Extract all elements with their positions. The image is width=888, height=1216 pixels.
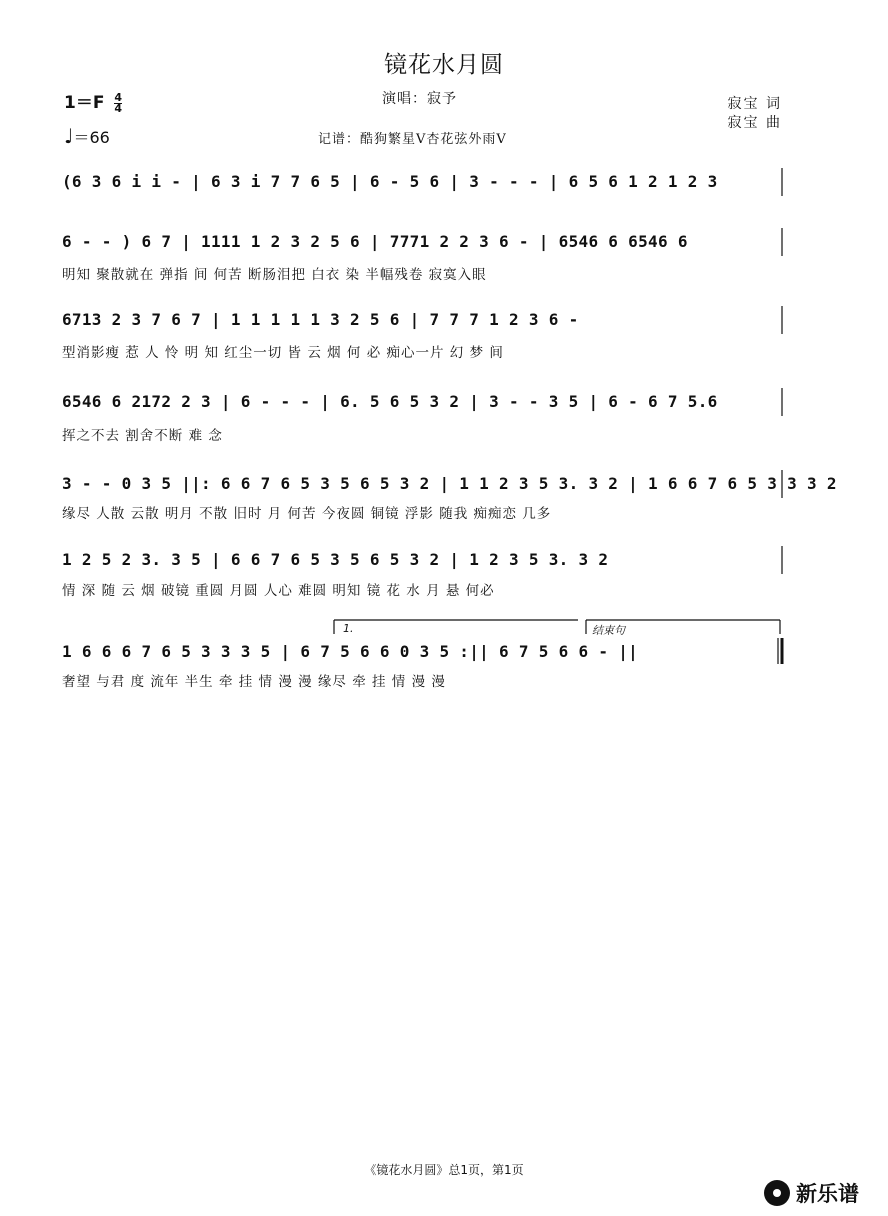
quarter-note-icon: ♩ xyxy=(64,124,74,148)
time-signature xyxy=(114,90,123,115)
volta-ending-label: 结束句 xyxy=(592,624,625,637)
composer-credit: 寂宝 曲 xyxy=(727,115,782,131)
system-4-lyrics: 挥之不去 割舍不断 难 念 xyxy=(62,428,223,444)
lyricist-credit: 寂宝 词 xyxy=(727,96,782,112)
system-3-lyrics: 型消影瘦 惹 人 怜 明 知 红尘一切 皆 云 烟 何 必 痴心一片 幻 梦 间 xyxy=(62,345,504,361)
site-logo xyxy=(764,1178,859,1208)
system-3-notes: 6713 2 3 7 6 7 | 1 1 1 1 1 3 2 5 6 | 7 7 7 1 2 3 6 - xyxy=(62,310,579,329)
system-6-lyrics: 情 深 随 云 烟 破镜 重圆 月圆 人心 难圆 明知 镜 花 水 月 悬 何必 xyxy=(62,583,495,599)
system-5-notes: 3 - - 0 3 5 ||: 6 6 7 6 5 3 5 6 5 3 2 | 1 1 2 3 5 3. 3 2 | 1 6 6 7 6 5 3 3 3 2 xyxy=(62,474,837,493)
system-2-notes: 6 - - ) 6 7 | 1111 1 2 3 2 5 6 | 7771 2 2 3 6 - | 6546 6 6546 6 xyxy=(62,232,688,251)
time-top: 4 xyxy=(114,90,123,104)
key-label: 1＝F xyxy=(64,93,105,113)
tempo-marking xyxy=(64,124,110,148)
system-6-notes: 1 2 5 2 3. 3 5 | 6 6 7 6 5 3 5 6 5 3 2 | 1 2 3 5 3. 3 2 xyxy=(62,550,609,569)
disc-icon xyxy=(764,1180,790,1206)
system-7-notes: 1 6 6 6 7 6 5 3 3 3 5 | 6 7 5 6 6 0 3 5 :|| 6 7 5 6 6 - || xyxy=(62,642,639,661)
system-2-lyrics: 明知 聚散就在 弹指 间 何苦 断肠泪把 白衣 染 半幅残卷 寂寞入眼 xyxy=(62,267,487,283)
system-4-notes: 6546 6 2172 2 3 | 6 - - - | 6. 5 6 5 3 2 | 3 - - 3 5 | 6 - 6 7 5.6 xyxy=(62,392,718,411)
page-footer: 《镜花水月圆》总1页，第1页 xyxy=(364,1163,524,1177)
song-title: 镜花水月圆 xyxy=(384,52,504,78)
time-bottom: 4 xyxy=(114,101,123,115)
system-5-lyrics: 缘尽 人散 云散 明月 不散 旧时 月 何苦 今夜圆 铜镜 浮影 随我 痴痴恋 几多 xyxy=(62,506,552,522)
singer-credit: 演唱：寂予 xyxy=(382,91,457,107)
logo-text: 新乐谱 xyxy=(796,1182,859,1206)
tempo-value: ＝66 xyxy=(73,128,110,147)
system-7-lyrics: 奢望 与君 度 流年 半生 牵 挂 情 漫 漫 缘尽 牵 挂 情 漫 漫 xyxy=(62,674,446,690)
system-1-notes: (6 3 6 i i - | 6 3 i 7 7 6 5 | 6 - 5 6 | 3 - - - | 6 5 6 1 2 1 2 3 xyxy=(62,172,718,191)
transcriber-credit: 记谱：酷狗繁星V杏花弦外雨V xyxy=(318,132,507,147)
volta-first-label: 1. xyxy=(343,622,354,635)
key-signature xyxy=(64,88,122,114)
